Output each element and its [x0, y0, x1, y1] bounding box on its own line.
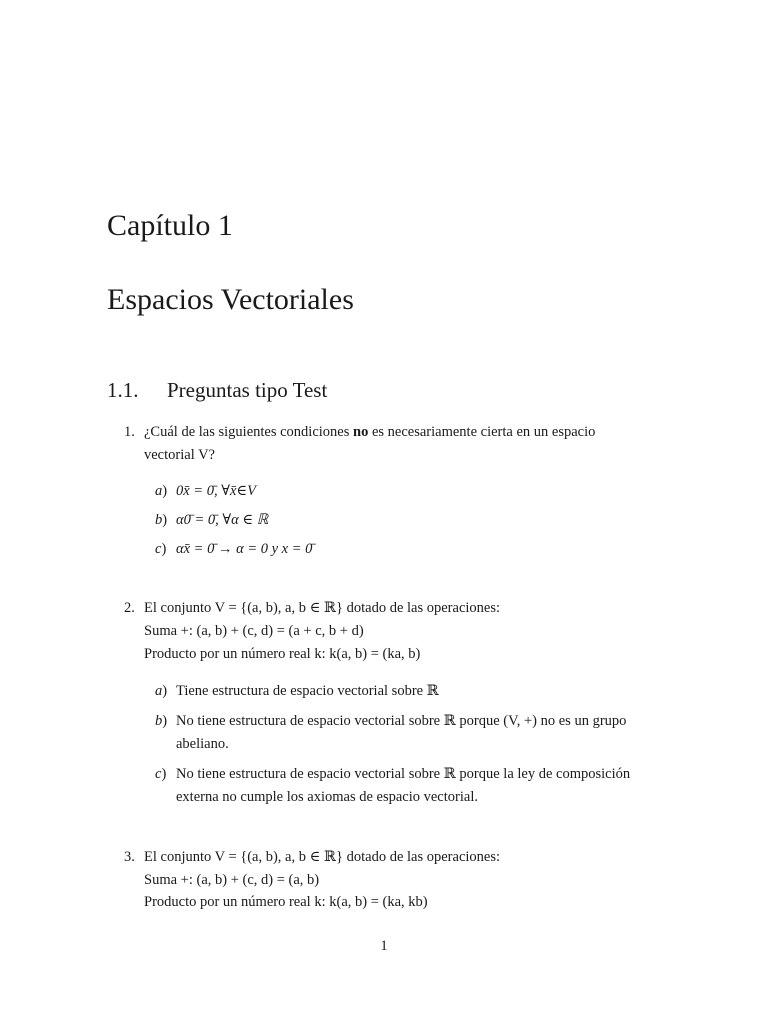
chapter-label: Capítulo 1 — [107, 209, 233, 242]
page-number: 1 — [380, 938, 388, 954]
question-1-line-2: vectorial V? — [144, 447, 215, 463]
question-2-line-1: El conjunto V = {(a, b), a, b ∈ ℝ} dotado de las operaciones: — [144, 600, 501, 616]
q1-option-c-letter: c) — [155, 541, 167, 557]
question-1-number: 1. — [124, 424, 135, 440]
question-2-line-2: Suma +: (a, b) + (c, d) = (a + c, b + d) — [144, 623, 364, 639]
q1-option-a-letter: a) — [155, 483, 168, 499]
q1-option-b-text: α0̄ = 0̄, ∀α ∈ ℝ — [176, 512, 269, 528]
question-1-text-a: ¿Cuál de las siguientes condiciones — [144, 424, 353, 440]
q2-option-c-letter: c) — [155, 766, 167, 782]
q2-option-b-letter: b) — [155, 713, 168, 729]
q1-option-b-letter: b) — [155, 512, 168, 528]
question-3-number: 3. — [124, 849, 135, 865]
section-number: 1.1. — [107, 378, 139, 402]
section-heading — [107, 376, 327, 404]
question-2-line-3: Producto por un número real k: k(a, b) = (ka, b) — [144, 646, 421, 662]
question-3-line-2: Suma +: (a, b) + (c, d) = (a, b) — [144, 872, 320, 888]
q1-option-c-text: αx̄ = 0̄ → α = 0 y x = 0̄ — [176, 541, 313, 557]
q1-option-a-text: 0x̄ = 0̄, ∀x̄∈V — [176, 483, 256, 499]
q2-option-b-text: No tiene estructura de espacio vectorial sobre ℝ porque (V, +) no es un grupo — [176, 713, 627, 729]
section-title: Preguntas tipo Test — [167, 378, 328, 402]
q2-option-b-text-cont: abeliano. — [176, 736, 229, 752]
q2-option-a-letter: a) — [155, 683, 168, 699]
question-3-line-3: Producto por un número real k: k(a, b) = (ka, kb) — [144, 894, 428, 910]
chapter-title: Espacios Vectoriales — [107, 283, 354, 316]
q2-option-a-text: Tiene estructura de espacio vectorial sobre ℝ — [176, 683, 439, 699]
q2-option-c-text: No tiene estructura de espacio vectorial sobre ℝ porque la ley de composición — [176, 766, 631, 782]
question-1-text-b: es necesariamente cierta en un espacio — [368, 424, 596, 440]
question-1-line-1 — [144, 421, 595, 444]
q2-option-c-text-cont: externa no cumple los axiomas de espacio vectorial. — [176, 789, 478, 805]
question-1-bold: no — [353, 424, 369, 440]
question-3-line-1: El conjunto V = {(a, b), a, b ∈ ℝ} dotado de las operaciones: — [144, 849, 501, 865]
question-2-number: 2. — [124, 600, 135, 616]
